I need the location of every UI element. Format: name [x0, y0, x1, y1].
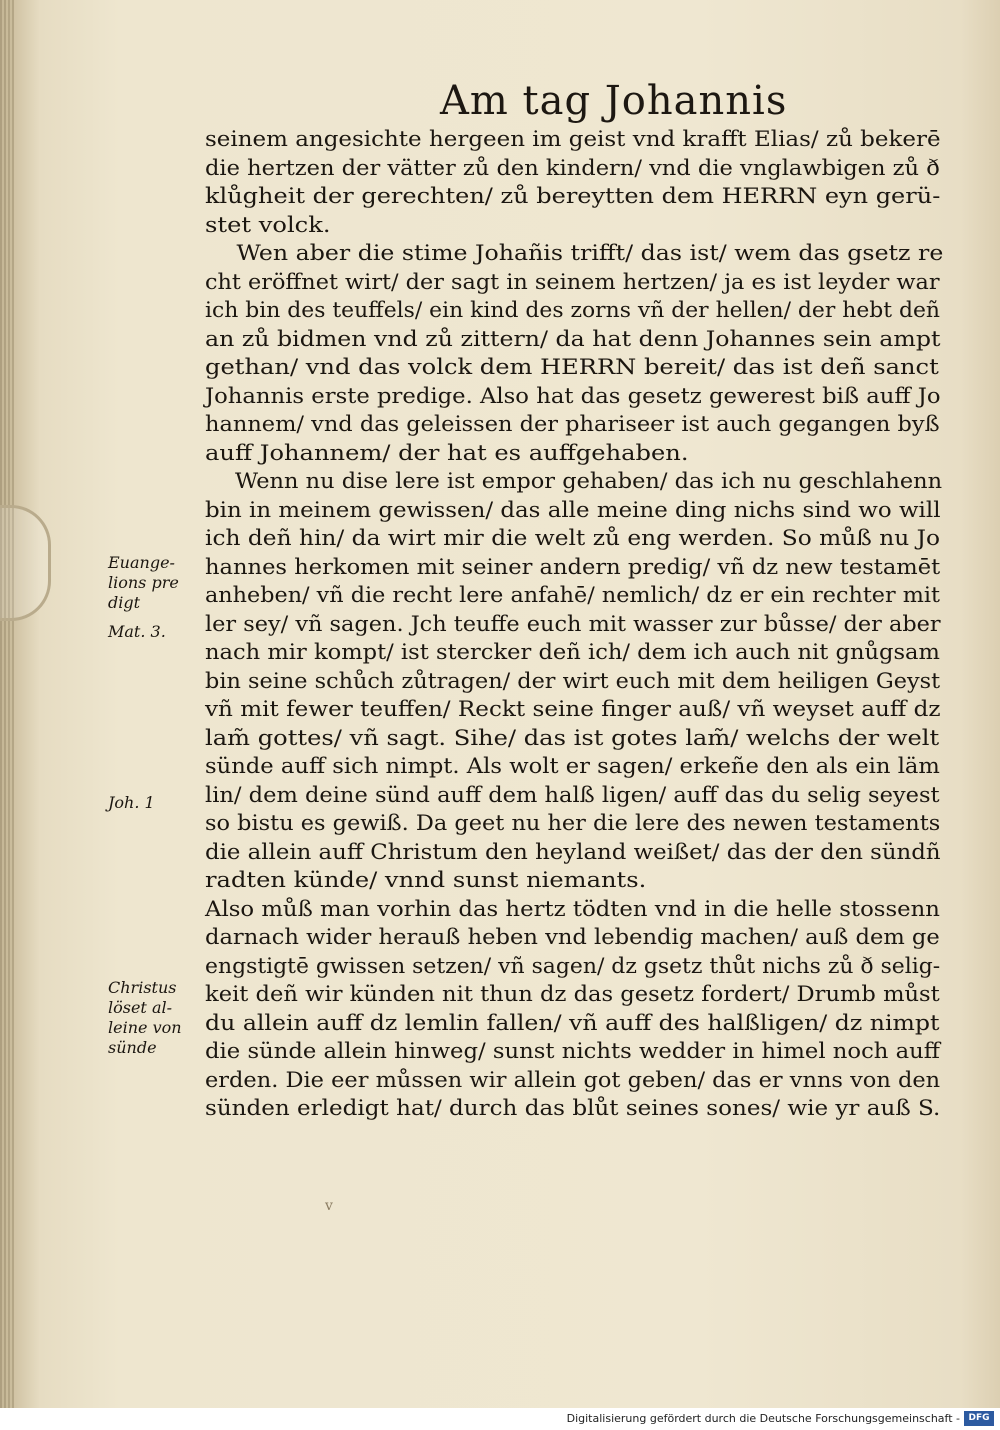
- text-line: du allein auff dz lemlin fallen/ vñ auff des halßligen/ dz nimpt: [205, 1010, 940, 1035]
- text-line: lam̃ gottes/ vñ sagt. Sihe/ das ist gotes lam̃/ welchs der welt: [205, 725, 940, 750]
- text-line: engstigtē gwissen setzen/ vñ sagen/ dz gsetz thůt nichs zů ð selig-: [205, 953, 941, 978]
- text-line: cht eröffnet wirt/ der sagt in seinem hertzen/ ja es ist leyder war: [205, 269, 940, 294]
- text-line: hannem/ vnd das geleissen der phariseer ist auch gegangen byß: [205, 412, 940, 436]
- text-line: die hertzen der vätter zů den kindern/ vnd die vnglawbigen zů ð: [205, 155, 940, 180]
- margin-note-line: Euange-: [108, 553, 175, 572]
- text-line: radten künde/ vnnd sunst niemants.: [205, 868, 647, 892]
- margin-note-line: Mat. 3.: [108, 622, 166, 641]
- text-line: nach mir kompt/ ist stercker deñ ich/ dem ich auch nit gnůgsam: [205, 640, 940, 664]
- text-line: so bistu es gewiß. Da geet nu her die lere des newen testaments: [205, 811, 941, 835]
- text-line: vñ mit fewer teuffen/ Reckt seine finger auß/ vñ weyset auff dz: [205, 697, 941, 721]
- text-line: die sünde allein hinweg/ sunst nichts wedder in himel noch auff: [205, 1039, 940, 1063]
- book-edge: [0, 0, 14, 1408]
- text-line: stet volck.: [205, 212, 331, 237]
- text-line: darnach wider herauß heben vnd lebendig machen/ auß dem ge: [205, 925, 940, 949]
- margin-note-line: lions pre: [108, 573, 179, 592]
- body-text: [205, 125, 944, 1123]
- margin-note-line: leine von: [108, 1018, 182, 1037]
- text-line: seinem angesichte hergeen im geist vnd krafft Elias/ zů bekerē: [205, 127, 941, 151]
- text-line: Wen aber die stime Johañis trifft/ das ist/ wem das gsetz re: [236, 241, 944, 265]
- margin-note-line: Joh. 1: [108, 793, 155, 812]
- text-line: an zů bidmen vnd zů zittern/ da hat denn Johannes sein ampt: [205, 326, 941, 351]
- text-line: bin in meinem gewissen/ das alle meine ding nichs sind wo will: [205, 497, 941, 522]
- text-line: erden. Die eer můssen wir allein got geben/ das er vnns von den: [205, 1067, 941, 1092]
- catchmark: v: [325, 1198, 333, 1214]
- margin-note-evangelion: [108, 553, 203, 613]
- text-line: ich bin des teuffels/ ein kind des zorns vñ der hellen/ der hebt deñ: [205, 298, 940, 322]
- text-line: hannes herkomen mit seiner andern predig/ vñ dz new testamēt: [205, 554, 941, 579]
- text-line: ich deñ hin/ da wirt mir die welt zů eng werden. So můß nu Jo: [205, 526, 940, 550]
- running-head: Am tag Johannis: [440, 78, 788, 124]
- text-line: anheben/ vñ die recht lere anfahē/ nemlich/ dz er ein rechter mit: [205, 583, 940, 607]
- text-line: Johannis erste predige. Also hat das gesetz gewerest biß auff Jo: [205, 383, 941, 408]
- text-line: sünde auff sich nimpt. Als wolt er sagen/ erkeñe den als ein läm: [205, 754, 940, 778]
- margin-note-mat: [108, 622, 203, 642]
- text-line: ler sey/ vñ sagen. Jch teuffe euch mit wasser zur bůsse/ der aber: [205, 611, 941, 636]
- text-line: die allein auff Christum den heyland weißet/ das der den sündñ: [205, 839, 941, 864]
- margin-note-line: löset al-: [108, 998, 173, 1017]
- text-line: Wenn nu dise lere ist empor gehaben/ das ich nu geschlahenn: [234, 469, 943, 493]
- text-line: lin/ dem deine sünd auff dem halß ligen/ auff das du selig seyest: [205, 782, 940, 807]
- footer-bar: [0, 1408, 1000, 1430]
- margin-note-line: digt: [108, 593, 141, 612]
- text-line: klůgheit der gerechten/ zů bereytten dem HERRN eyn gerü-: [205, 184, 941, 208]
- margin-note-line: Christus: [108, 978, 177, 997]
- dfg-logo: DFG: [964, 1411, 994, 1426]
- book-clasp-shadow: [0, 505, 51, 621]
- text-line: auff Johannem/ der hat es auffgehaben.: [205, 440, 689, 465]
- margin-note-line: sünde: [108, 1038, 157, 1057]
- text-line: Also můß man vorhin das hertz tödten vnd in die helle stossenn: [205, 896, 940, 921]
- text-line: sünden erledigt hat/ durch das blůt seines sones/ wie yr auß S.: [205, 1096, 941, 1120]
- footer-credit: Digitalisierung gefördert durch die Deutsche Forschungsgemeinschaft -: [566, 1412, 960, 1425]
- margin-note-joh: [108, 793, 203, 813]
- text-line: keit deñ wir künden nit thun dz das gesetz fordert/ Drumb můst: [205, 982, 940, 1006]
- text-line: gethan/ vnd das volck dem HERRN bereit/ das ist deñ sanct: [205, 355, 939, 379]
- margin-note-christus: [108, 978, 203, 1058]
- text-line: bin seine schůch zůtragen/ der wirt euch mit dem heiligen Geyst: [205, 668, 941, 693]
